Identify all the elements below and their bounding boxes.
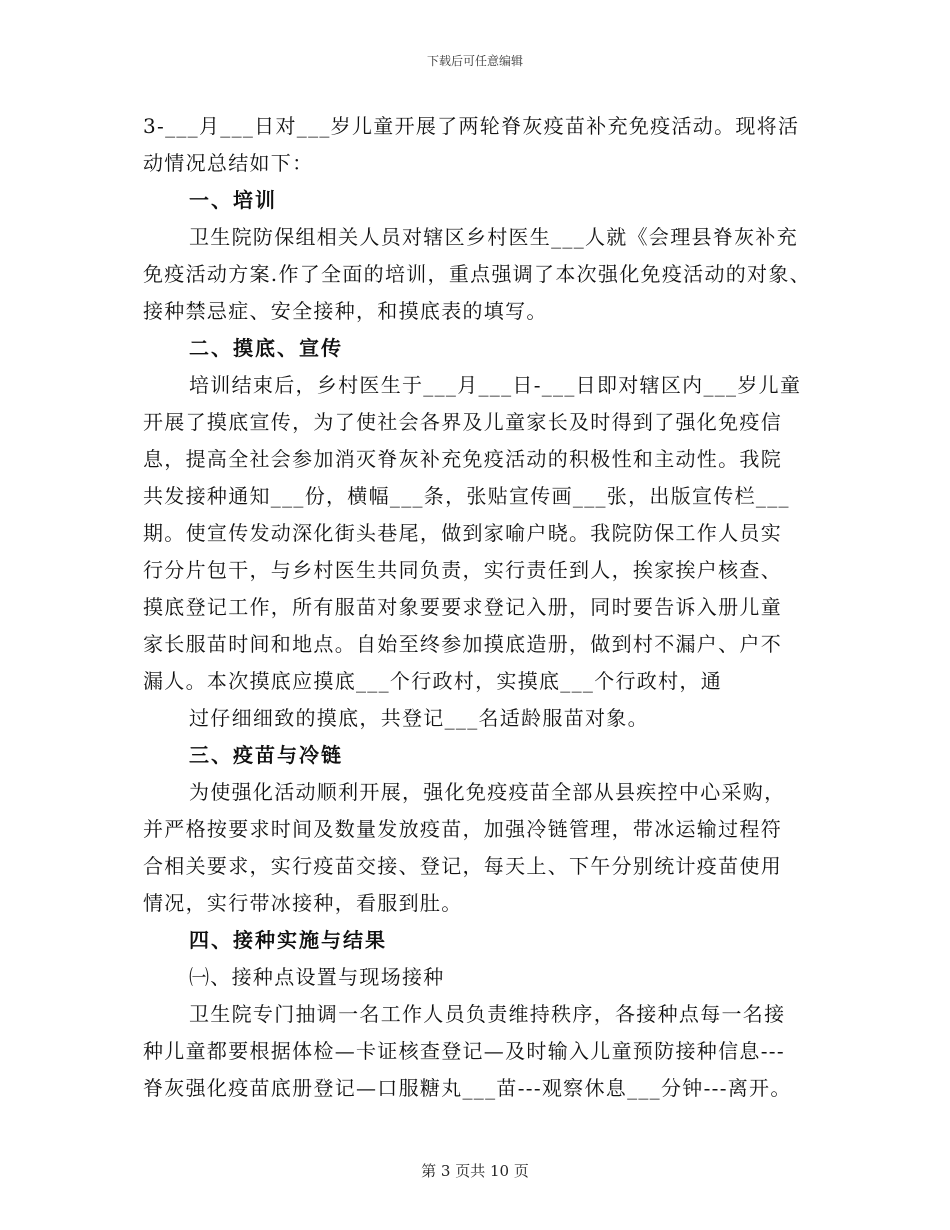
paragraph-line: 培训结束后，乡村医生于___月___日-___日即对辖区内___岁儿童 (189, 373, 802, 397)
paragraph-line: 期。使宣传发动深化街头巷尾，做到家喻户晓。我院防保工作人员实 (143, 521, 782, 545)
paragraph-line: 脊灰强化疫苗底册登记—口服糖丸___苗---观察休息___分钟---离开。 (143, 1076, 792, 1100)
paragraph-line: 共发接种通知___份，横幅___条，张贴宣传画___张，出版宣传栏___ (143, 484, 790, 508)
paragraph-line: 开展了摸底宣传，为了使社会各界及儿童家长及时得到了强化免疫信 (143, 410, 782, 434)
paragraph-line: 种儿童都要根据体检—卡证核查登记—及时输入儿童预防接种信息--- (143, 1039, 785, 1063)
paragraph-line: 情况，实行带冰接种，看服到肚。 (143, 891, 463, 915)
paragraph-line: 接种禁忌症、安全接种，和摸底表的填写。 (143, 299, 548, 323)
paragraph-line: 卫生院专门抽调一名工作人员负责维持秩序，各接种点每一名接 (189, 1002, 786, 1026)
paragraph-line: 动情况总结如下： (143, 151, 314, 175)
paragraph-line: 为使强化活动顺利开展，强化免疫疫苗全部从县疾控中心采购， (189, 780, 786, 804)
document-body (143, 108, 833, 1107)
subsection-heading: ㈠、接种点设置与现场接种 (189, 965, 445, 989)
section-heading-implementation: 四、接种实施与结果 (189, 928, 387, 952)
paragraph-line: 合相关要求，实行疫苗交接、登记，每天上、下午分别统计疫苗使用 (143, 854, 782, 878)
paragraph-line: 漏人。本次摸底应摸底___个行政村，实摸底___个行政村，通 (143, 669, 722, 693)
section-heading-training: 一、培训 (189, 188, 277, 212)
paragraph-line: 家长服苗时间和地点。自始至终参加摸底造册，做到村不漏户、户不 (143, 632, 782, 656)
page-number-footer: 第 3 页共 10 页 (421, 1162, 529, 1180)
paragraph-line: 并严格按要求时间及数量发放疫苗，加强冷链管理，带冰运输过程符 (143, 817, 782, 841)
paragraph-line: 摸底登记工作，所有服苗对象要要求登记入册，同时要告诉入册儿童 (143, 595, 782, 619)
paragraph-line: 过仔细细致的摸底，共登记___名适龄服苗对象。 (189, 706, 649, 730)
section-heading-survey: 二、摸底、宣传 (189, 336, 343, 360)
paragraph-line: 免疫活动方案.作了全面的培训，重点强调了本次强化免疫活动的对象、 (143, 262, 811, 286)
paragraph-line: 3-___月___日对___岁儿童开展了两轮脊灰疫苗补充免疫活动。现将活 (143, 114, 800, 138)
paragraph-line: 卫生院防保组相关人员对辖区乡村医生___人就《会理县脊灰补充 (189, 225, 798, 249)
paragraph-line: 息，提高全社会参加消灭脊灰补充免疫活动的积极性和主动性。我院 (143, 447, 782, 471)
header-note: 下载后可任意编辑 (426, 54, 523, 68)
paragraph-line: 行分片包干，与乡村医生共同负责，实行责任到人，挨家挨户核查、 (143, 558, 782, 582)
section-heading-vaccine: 三、疫苗与冷链 (189, 743, 343, 767)
